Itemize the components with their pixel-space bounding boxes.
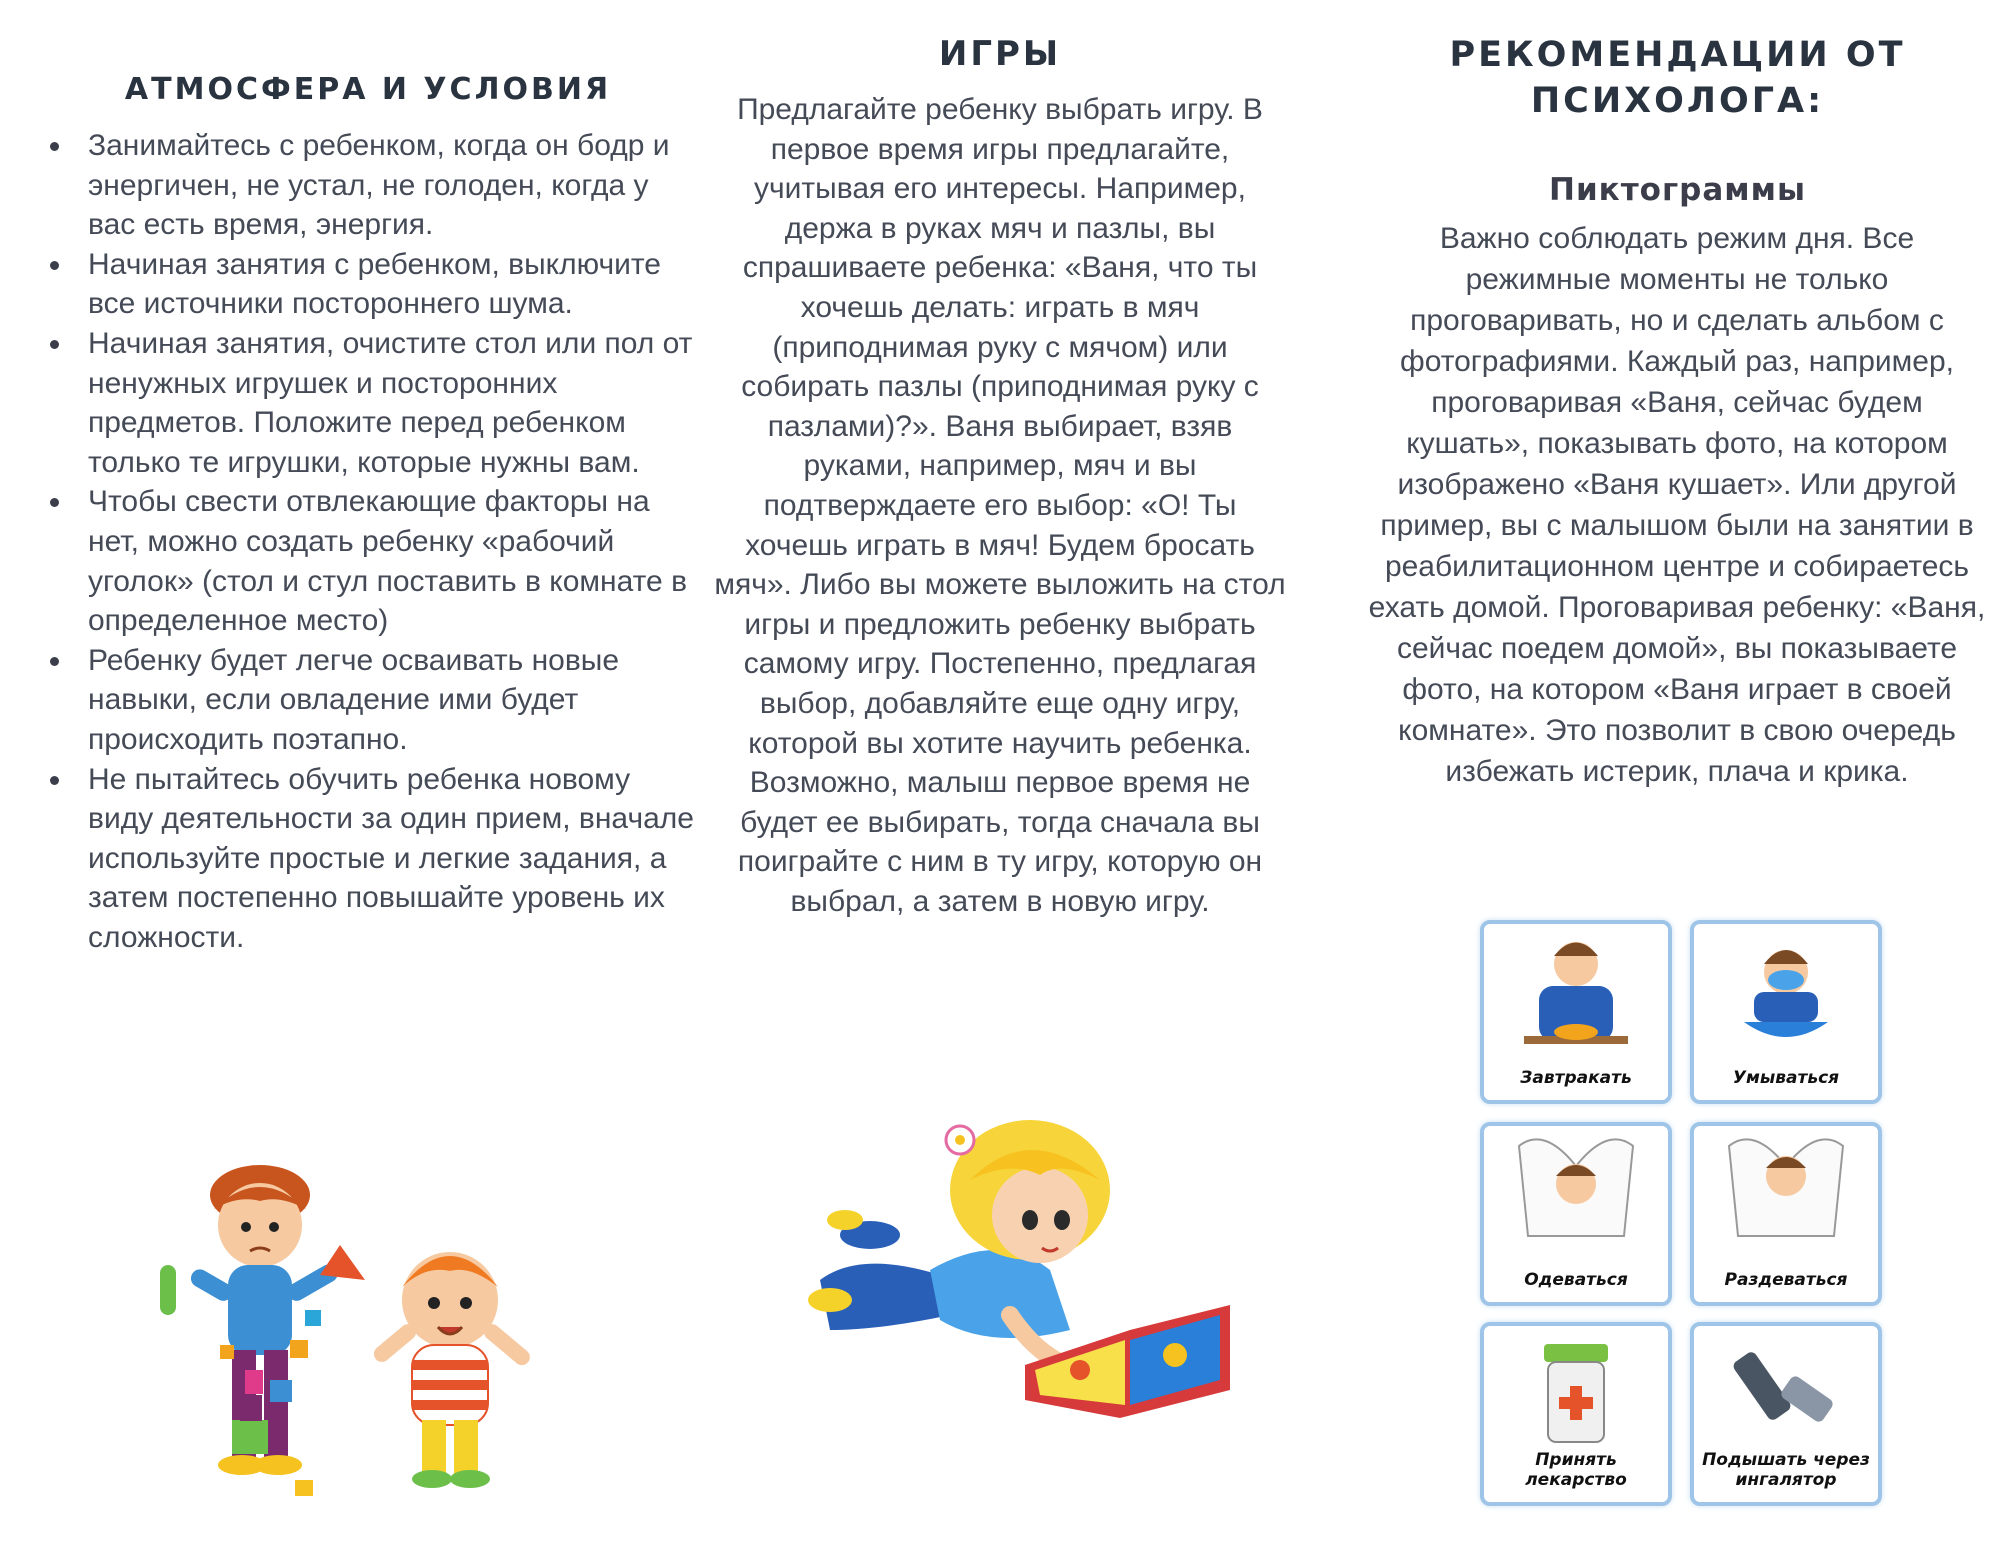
girl-reading-book-illustration — [800, 1100, 1240, 1420]
pictogram-card-dressing — [1480, 1122, 1672, 1306]
games-paragraph: Предлагайте ребенку выбрать игру. В первое время игры предлагайте, учитывая его интересы. Например, держа в руках мяч и пазлы, вы спрашиваете ребенка: «Ваня, что ты хочешь делать: играть в мяч (приподнимая руку с мячом) или собирать пазлы (приподнимая руку с пазлами)?». Ваня выбирает, взяв руками, например, мяч и вы подтверждаете его выбор: «О! Ты хочешь играть в мяч! Будем бросать мяч». Либо вы можете выложить на стол игры и предложить ребенку выбрать самому игру. Постепенно, предлагая выбор, добавляйте еще одну игру, которой вы хотите научить ребенка. Возможно, малыш первое время не будет ее выбирать, тогда сначала вы поиграйте с ним в ту игру, которую он выбрал, а затем в новую игру. — [714, 93, 1286, 918]
card-label: Подышать через ингалятор — [1702, 1450, 1870, 1490]
recommendations-paragraph: Важно соблюдать режим дня. Все режимные моменты не только проговаривать, но и сделать альбом с фотографиями. Каждый раз, например, проговаривая «Ваня, сейчас будем кушать», показывать фото, на котором изображено «Ваня кушает». Или другой пример, вы с малышом были на занятии в реабилитационном центре и собираетесь ехать домой. Проговаривая ребенку: «Ваня, сейчас поедем домой», вы показываете фото, на котором «Ваня играет в своей комнате». Это позволит в свою очередь избежать истерик, плача и крика. — [1368, 222, 1986, 788]
washing-icon — [1694, 924, 1878, 1064]
card-label: Раздеваться — [1724, 1270, 1848, 1290]
list-item: Не пытайтесь обучить ребенка новому виду деятельности за один прием, вначале используйте простые и легкие задания, а затем постепенно повышайте уровень их сложности. — [88, 760, 698, 958]
breakfast-icon — [1484, 924, 1668, 1064]
dressing-icon — [1484, 1126, 1668, 1266]
list-item: Чтобы свести отвлекающие факторы на нет, можно создать ребенку «рабочий уголок» (стол и стул поставить в комнате в определенное место) — [88, 482, 698, 640]
section-title-recommendations: РЕКОМЕНДАЦИИ ОТ ПСИХОЛОГА: — [1449, 35, 1906, 121]
list-item: Начиная занятия с ребенком, выключите все источники постороннего шума. — [88, 245, 698, 324]
medicine-icon — [1484, 1326, 1668, 1466]
pictogram-card-breakfast — [1480, 920, 1672, 1104]
card-label: Умываться — [1732, 1068, 1840, 1088]
pictogram-card-medicine — [1480, 1322, 1672, 1506]
card-label: Одеваться — [1524, 1270, 1628, 1290]
section-title-atmosphere: АТМОСФЕРА И УСЛОВИЯ — [124, 72, 612, 107]
pictogram-card-undressing — [1690, 1122, 1882, 1306]
pictogram-card-inhaler — [1690, 1322, 1882, 1506]
list-item: Начиная занятия, очистите стол или пол от ненужных игрушек и посторонних предметов. Положите перед ребенком только те игрушки, которые нужны вам. — [88, 324, 698, 482]
card-label: Завтракать — [1520, 1068, 1632, 1088]
subtitle-pictograms: Пиктограммы — [1549, 172, 1806, 208]
section-title-games: ИГРЫ — [938, 34, 1062, 74]
list-item: Занимайтесь с ребенком, когда он бодр и энергичен, не устал, не голоден, когда у вас есть время, энергия. — [88, 126, 698, 245]
list-item: Ребенку будет легче осваивать новые навыки, если овладение ими будет происходить поэтапно. — [88, 641, 698, 760]
boys-playing-blocks-illustration — [150, 1165, 570, 1515]
pictogram-card-washing — [1690, 920, 1882, 1104]
inhaler-icon — [1694, 1326, 1878, 1466]
undressing-icon — [1694, 1126, 1878, 1266]
card-label: Принять лекарство — [1525, 1450, 1627, 1490]
tips-list — [48, 126, 698, 957]
